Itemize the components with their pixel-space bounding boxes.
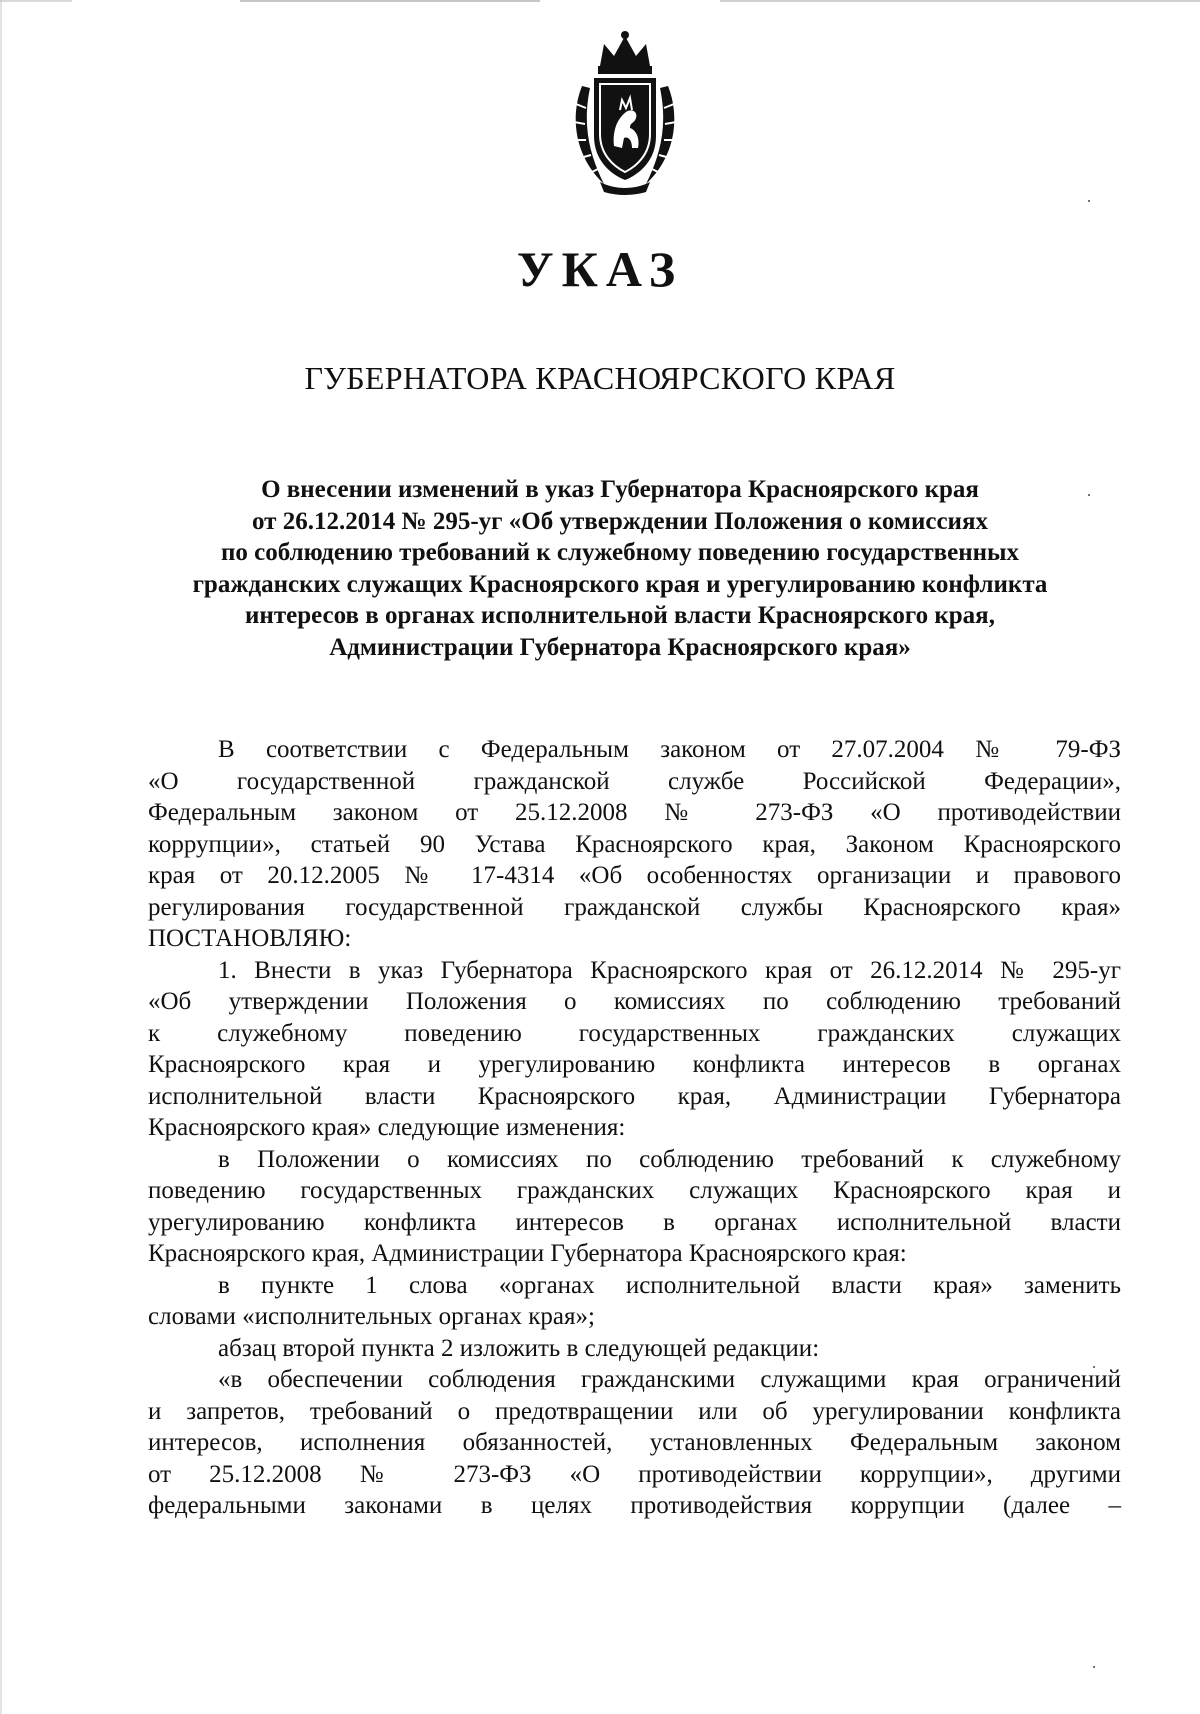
body-line: поведению государственных гражданских служащих Красноярского края и xyxy=(148,1177,1121,1204)
body-line: Красноярского края и урегулированию конфликта интересов в органах xyxy=(148,1051,1121,1078)
title-line: О внесении изменений в указ Губернатора Красноярского края xyxy=(261,476,979,503)
body-line: федеральными законами в целях противодействия коррупции (далее – xyxy=(148,1492,1121,1519)
scan-speck xyxy=(1093,1666,1095,1668)
body-line: «Об утверждении Положения о комиссиях по соблюдению требований xyxy=(148,988,1121,1015)
body-line: «в обеспечении соблюдения гражданскими служащими края ограничений xyxy=(218,1366,1121,1393)
body-line: и запретов, требований о предотвращении или об урегулировании конфликта xyxy=(148,1397,1121,1425)
body-line: 1. Внести в указ Губернатора Красноярского края от 26.12.2014 № 295-уг xyxy=(218,956,1121,984)
body-line: в пункте 1 слова «органах исполнительной власти края» заменить xyxy=(218,1271,1121,1299)
body-line: словами «исполнительных органах края»; xyxy=(148,1303,595,1330)
document-type-heading: УКАЗ xyxy=(516,241,684,297)
body-line: в Положении о комиссиях по соблюдению требований к служебному xyxy=(218,1145,1121,1173)
body-line: абзац второй пункта 2 изложить в следующей редакции: xyxy=(218,1334,820,1362)
body-line: края от 20.12.2005 № 17-4314 «Об особенностях организации и правового xyxy=(148,862,1121,889)
title-line: Администрации Губернатора Красноярского края» xyxy=(329,633,911,661)
body-line: Федеральным законом от 25.12.2008 № 273-ФЗ «О противодействии xyxy=(148,799,1121,826)
decree-body xyxy=(148,734,1121,1522)
body-line: В соответствии с Федеральным законом от 27.07.2004 № 79-ФЗ xyxy=(218,736,1121,763)
body-line: интересов, исполнения обязанностей, установленных Федеральным законом xyxy=(148,1429,1121,1456)
scan-edge-top xyxy=(0,0,1200,2)
body-line: коррупции», статьей 90 Устава Красноярского края, Законом Красноярского xyxy=(148,830,1121,858)
body-line: Красноярского края» следующие изменения: xyxy=(148,1114,626,1141)
issuer-heading: ГУБЕРНАТОРА КРАСНОЯРСКОГО КРАЯ xyxy=(304,360,896,396)
body-line: ПОСТАНОВЛЯЮ: xyxy=(148,925,352,952)
title-line: гражданских служащих Красноярского края и урегулированию конфликта xyxy=(192,570,1048,598)
scan-speck xyxy=(1088,200,1090,202)
title-line: от 26.12.2014 № 295-уг «Об утверждении Положения о комиссиях xyxy=(252,507,988,535)
coat-of-arms-emblem xyxy=(560,26,690,196)
body-line: регулирования государственной гражданской службы Красноярского края» xyxy=(148,893,1121,921)
body-line: урегулированию конфликта интересов в органах исполнительной власти xyxy=(148,1208,1121,1236)
body-line: Красноярского края, Администрации Губернатора Красноярского края: xyxy=(148,1240,907,1267)
body-line: «О государственной гражданской службе Российской Федерации», xyxy=(148,767,1121,795)
title-line: по соблюдению требований к служебному поведению государственных xyxy=(220,539,1020,566)
decree-title xyxy=(140,474,1100,663)
title-line: интересов в органах исполнительной власти Красноярского края, xyxy=(245,602,995,629)
body-line: исполнительной власти Красноярского края, Администрации Губернатора xyxy=(148,1082,1121,1110)
body-line: к служебному поведению государственных гражданских служащих xyxy=(148,1019,1121,1047)
body-line: от 25.12.2008 № 273-ФЗ «О противодействии коррупции», другими xyxy=(148,1460,1121,1488)
